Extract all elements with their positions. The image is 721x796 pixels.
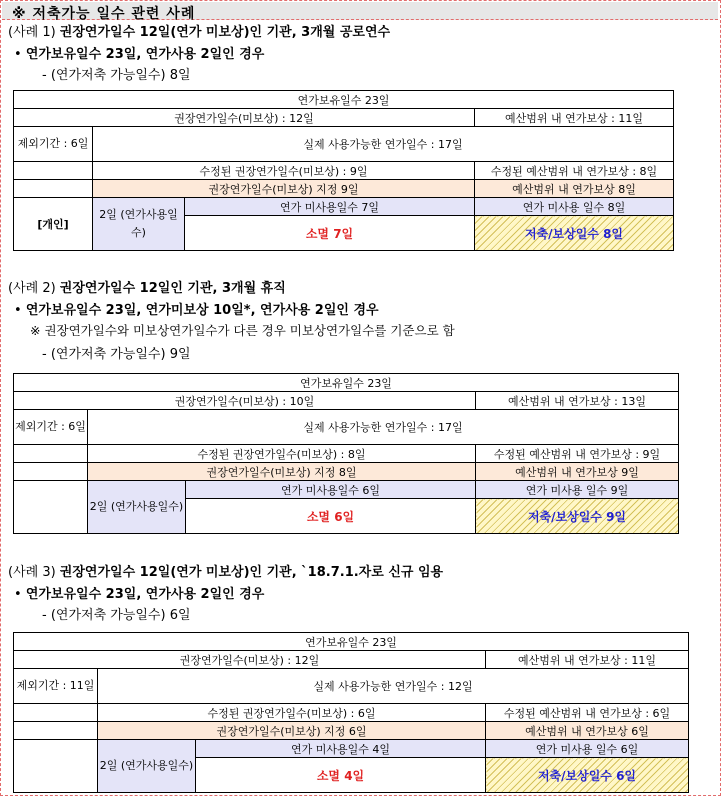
case-1-result: - (연가저축 가능일수) 8일 — [42, 68, 191, 83]
budget-comp-cell: 예산범위 내 연가보상 : 13일 — [476, 392, 679, 410]
personal-label: [개인] — [14, 198, 93, 251]
used-days-cell: 2일 (연가사용일수) — [88, 481, 186, 534]
case-3-bullet: • 연가보유일수 23일, 연가사용 2일인 경우 — [14, 587, 265, 602]
mod-budget-cell: 수정된 예산범위 내 연가보상 : 9일 — [476, 445, 679, 463]
case-2-note: ※ 권장연가일수와 미보상연가일수가 다른 경우 미보상연가일수를 기준으로 함 — [30, 323, 455, 338]
designated-cell: 권장연가일수(미보상) 지정 9일 — [93, 180, 475, 198]
used-days-cell: 2일 (연가사용일수) — [93, 198, 185, 251]
unused-days-cell: 연가 미사용일수 4일 — [196, 740, 486, 758]
case-2-heading: (사례 2) 권장연가일수 12일인 기관, 3개월 휴직 — [8, 281, 286, 296]
budget-comp-cell: 예산범위 내 연가보상 : 11일 — [475, 109, 674, 127]
mod-budget-cell: 수정된 예산범위 내 연가보상 : 6일 — [486, 704, 689, 722]
total-leave-cell: 연가보유일수 23일 — [14, 91, 674, 109]
personal-label — [14, 740, 98, 793]
mod-recommended-cell: 수정된 권장연가일수(미보상) : 9일 — [93, 162, 475, 180]
personal-label — [14, 481, 88, 534]
recommended-leave-cell: 권장연가일수(미보상) : 10일 — [14, 392, 476, 410]
case-1-bullet: • 연가보유일수 23일, 연가사용 2일인 경우 — [14, 47, 265, 62]
budget-comp-cell: 예산범위 내 연가보상 : 11일 — [486, 651, 689, 669]
case-2-bullet: • 연가보유일수 23일, 연가미보상 10일*, 연가사용 2일인 경우 — [14, 303, 379, 318]
usable-leave-cell: 실제 사용가능한 연가일수 : 12일 — [98, 669, 689, 704]
designated-cell: 권장연가일수(미보상) 지정 6일 — [98, 722, 486, 740]
budget-comp-designated-cell: 예산범위 내 연가보상 6일 — [486, 722, 689, 740]
lapse-cell: 소멸 4일 — [196, 758, 486, 793]
saving-cell: 저축/보상일수 9일 — [476, 499, 679, 534]
case-1-table — [13, 90, 674, 251]
budget-comp-designated-cell: 예산범위 내 연가보상 9일 — [476, 463, 679, 481]
used-days-cell: 2일 (연가사용일수) — [98, 740, 196, 793]
saving-cell: 저축/보상일수 6일 — [486, 758, 689, 793]
document-title: ※ 저축가능 일수 관련 사례 — [12, 6, 196, 22]
unused-days-cell: 연가 미사용일수 7일 — [185, 198, 475, 216]
case-3-heading: (사례 3) 권장연가일수 12일(연가 미보상)인 기관, `18.7.1.자로 신규 임용 — [8, 565, 444, 580]
unused-comp-cell: 연가 미사용 일수 6일 — [486, 740, 689, 758]
lapse-cell: 소멸 6일 — [186, 499, 476, 534]
recommended-leave-cell: 권장연가일수(미보상) : 12일 — [14, 651, 486, 669]
mod-recommended-cell: 수정된 권장연가일수(미보상) : 6일 — [98, 704, 486, 722]
case-1-heading: (사례 1) 권장연가일수 12일(연가 미보상)인 기관, 3개월 공로연수 — [8, 25, 391, 40]
case-3-table — [13, 632, 689, 793]
excluded-period-cell: 제외기간 : 6일 — [14, 127, 93, 162]
unused-days-cell: 연가 미사용일수 6일 — [186, 481, 476, 499]
lapse-cell: 소멸 7일 — [185, 216, 475, 251]
case-2-result: - (연가저축 가능일수) 9일 — [42, 347, 191, 362]
title-bar — [2, 2, 718, 20]
mod-recommended-cell: 수정된 권장연가일수(미보상) : 8일 — [88, 445, 476, 463]
case-2-table — [13, 373, 679, 534]
mod-budget-cell: 수정된 예산범위 내 연가보상 : 8일 — [475, 162, 674, 180]
budget-comp-designated-cell: 예산범위 내 연가보상 8일 — [475, 180, 674, 198]
usable-leave-cell: 실제 사용가능한 연가일수 : 17일 — [88, 410, 679, 445]
excluded-period-cell: 제외기간 : 11일 — [14, 669, 98, 704]
recommended-leave-cell: 권장연가일수(미보상) : 12일 — [14, 109, 475, 127]
saving-cell: 저축/보상일수 8일 — [475, 216, 674, 251]
designated-cell: 권장연가일수(미보상) 지정 8일 — [88, 463, 476, 481]
total-leave-cell: 연가보유일수 23일 — [14, 633, 689, 651]
unused-comp-cell: 연가 미사용 일수 8일 — [475, 198, 674, 216]
excluded-period-cell: 제외기간 : 6일 — [14, 410, 88, 445]
total-leave-cell: 연가보유일수 23일 — [14, 374, 679, 392]
case-3-result: - (연가저축 가능일수) 6일 — [42, 608, 191, 623]
unused-comp-cell: 연가 미사용 일수 9일 — [476, 481, 679, 499]
usable-leave-cell: 실제 사용가능한 연가일수 : 17일 — [93, 127, 674, 162]
